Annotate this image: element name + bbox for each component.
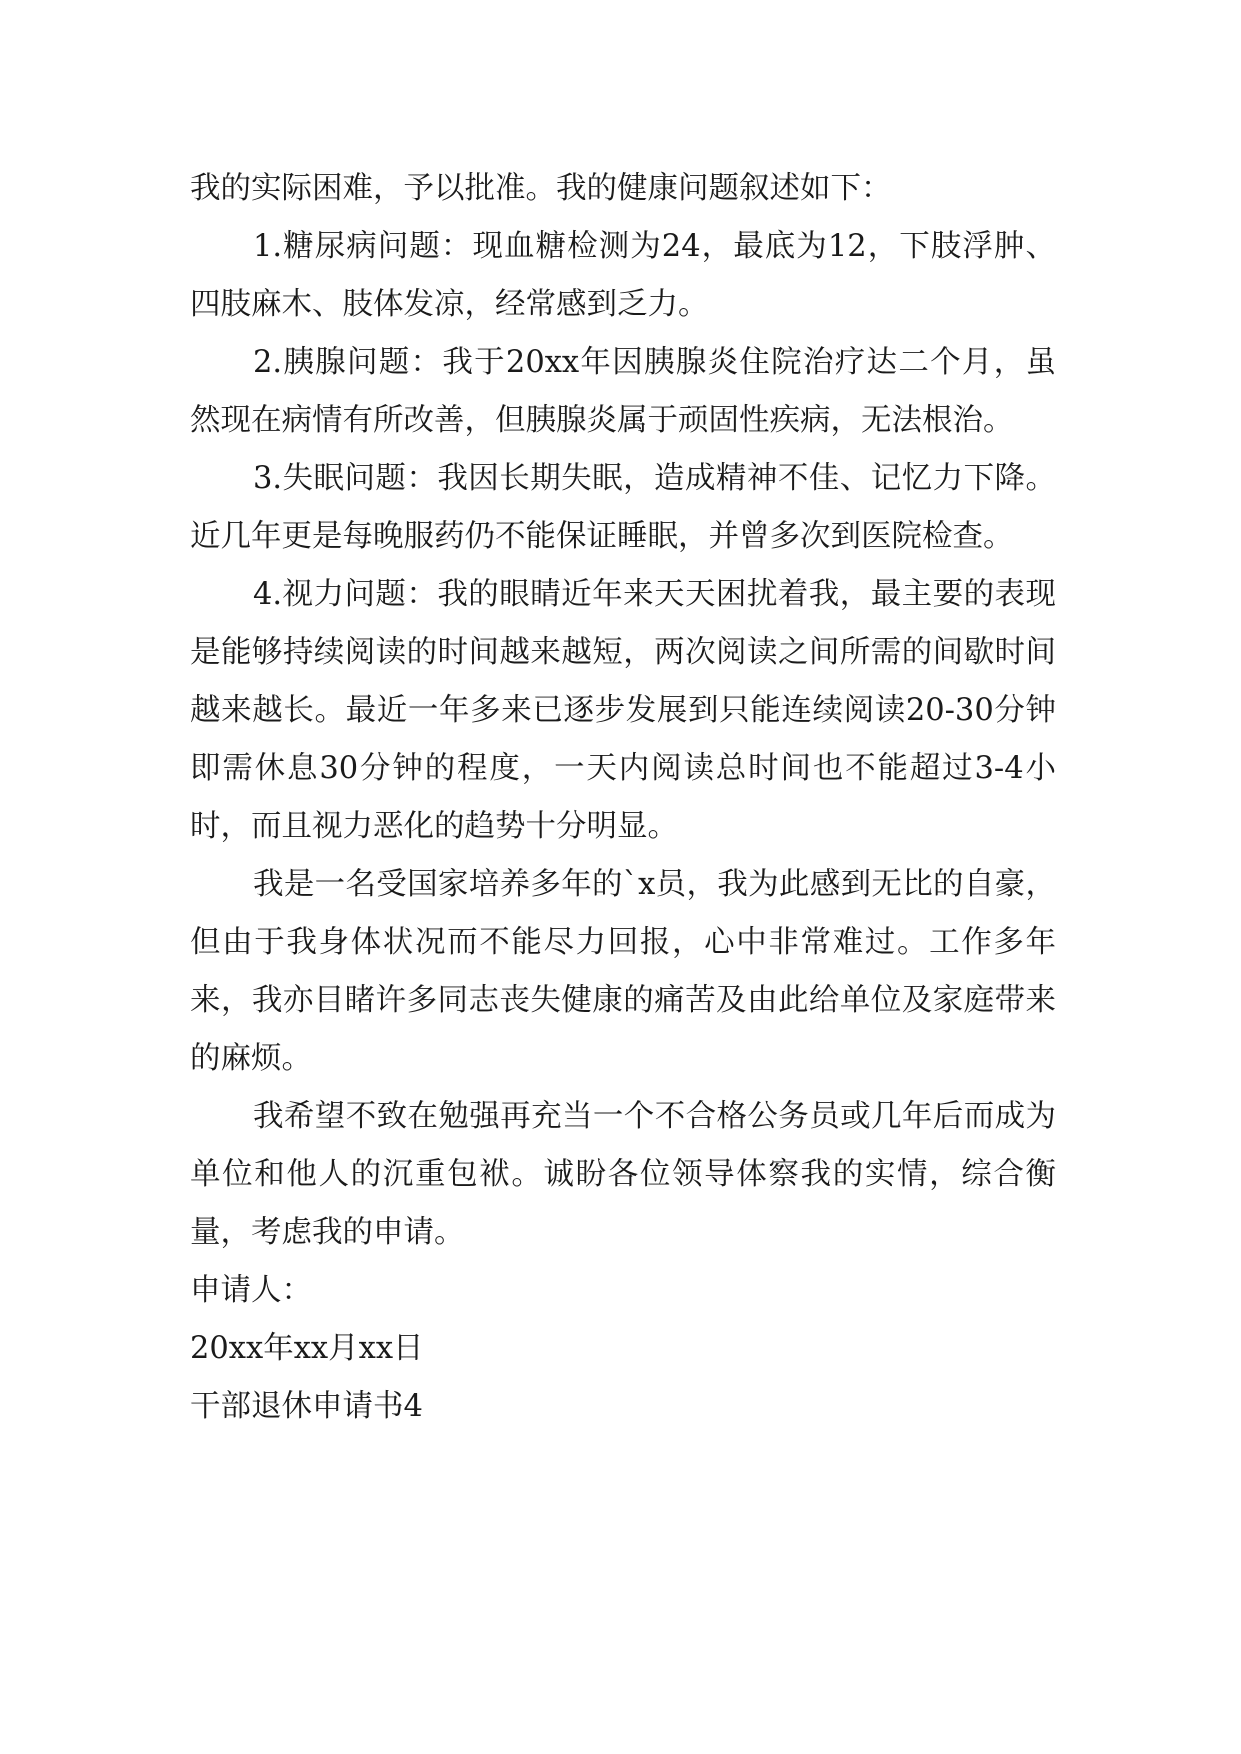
next-document-title: 干部退休申请书4 [190, 1389, 423, 1424]
paragraph-pancreas: 2.胰腺问题：我于20xx年因胰腺炎住院治疗达二个月，虽然现在病情有所改善，但胰腺炎属于顽固性疾病，无法根治。 [190, 345, 1056, 438]
paragraph-request: 我希望不致在勉强再充当一个不合格公务员或几年后而成为单位和他人的沉重包袱。诚盼各位领导体察我的实情，综合衡量，考虑我的申请。 [190, 1099, 1056, 1250]
paragraph-intro-continuation: 我的实际困难，予以批准。我的健康问题叙述如下： [190, 171, 892, 206]
paragraph-insomnia: 3.失眠问题：我因长期失眠，造成精神不佳、记忆力下降。近几年更是每晚服药仍不能保证睡眠，并曾多次到医院检查。 [190, 461, 1056, 554]
applicant-label: 申请人： [190, 1273, 312, 1308]
document-body [190, 160, 1056, 1436]
paragraph-vision: 4.视力问题：我的眼睛近年来天天困扰着我，最主要的表现是能够持续阅读的时间越来越短，两次阅读之间所需的间歇时间越来越长。最近一年多来已逐步发展到只能连续阅读20-30分钟即需休息30分钟的程度，一天内阅读总时间也不能超过3-4小时，而且视力恶化的趋势十分明显。 [190, 577, 1056, 844]
paragraph-diabetes: 1.糖尿病问题：现血糖检测为24，最底为12，下肢浮肿、四肢麻木、肢体发凉，经常感到乏力。 [190, 229, 1056, 322]
paragraph-gratitude: 我是一名受国家培养多年的`x员，我为此感到无比的自豪，但由于我身体状况而不能尽力回报，心中非常难过。工作多年来，我亦目睹许多同志丧失健康的痛苦及由此给单位及家庭带来的麻烦。 [190, 867, 1056, 1076]
signature-date: 20xx年xx月xx日 [190, 1331, 424, 1366]
